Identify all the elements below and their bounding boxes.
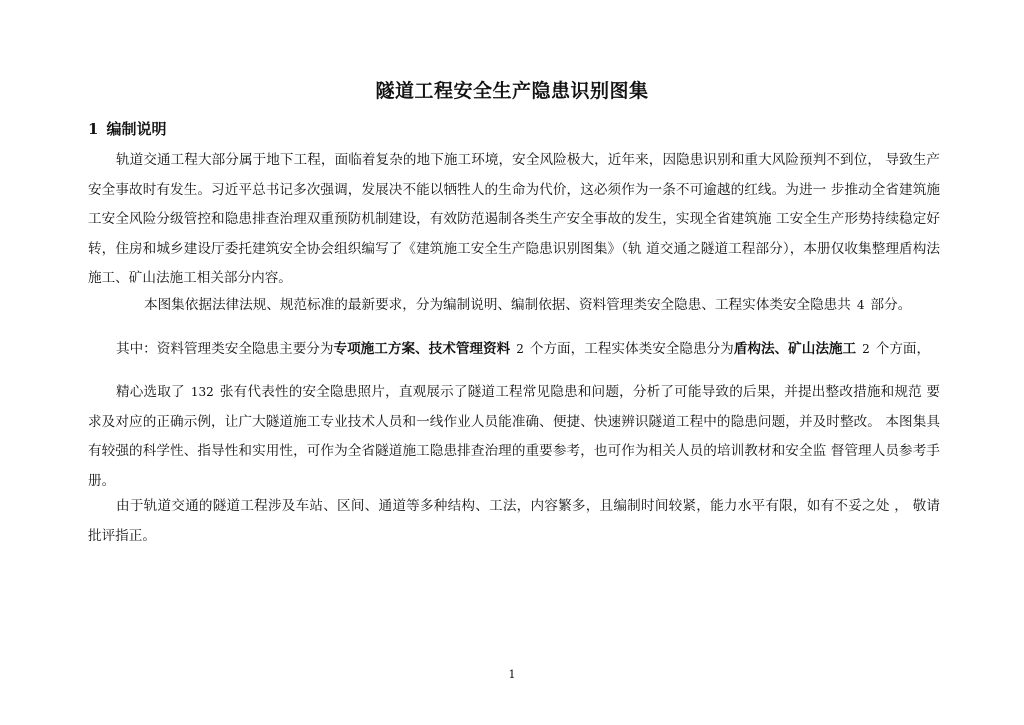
scope-text-b: 部分。 xyxy=(870,297,912,313)
categories-text-b: 个方面，工程实体类安全隐患分为 xyxy=(529,341,734,357)
paragraph-categories xyxy=(88,340,940,358)
section-number: 1 xyxy=(88,120,99,138)
categories-count-a: 2 xyxy=(516,342,524,356)
photos-count: 132 xyxy=(190,385,214,399)
categories-text-c: 个方面， xyxy=(875,341,931,357)
scope-text-a: 本图集依据法律法规、规范标准的最新要求，分为编制说明、编制依据、资料管理类安全隐患、工程实体类安全隐患共 xyxy=(144,297,851,313)
photos-text-b: 张有代表性的安全隐患照片，直观展示了隧道工程常见隐患和问题，分析了可能导致的后果，并提出整改措施和规范 要求及对应的正确示例，让广大隧道施工专业技术人员和一线作业人员能准确、便捷、快速辨识隧道工程中的隐患问题，并及时整改。 本图集具有较强的科学性、指导性和实用性，可作为全省隧道施工隐患排查治理的重要参考，也可作为相关人员的培训教材和安全监 督管理人员参考手册。 xyxy=(88,384,940,489)
photos-text-a: 精心选取了 xyxy=(116,384,185,400)
categories-bold-a: 专项施工方案、技术管理资料 xyxy=(333,341,511,357)
categories-count-b: 2 xyxy=(862,342,870,356)
section-heading-text: 编制说明 xyxy=(106,120,167,138)
categories-bold-b: 盾构法、矿山法施工 xyxy=(733,341,857,357)
page-number: 1 xyxy=(508,668,516,681)
paragraph-photos xyxy=(88,378,940,496)
scope-count: 4 xyxy=(856,298,865,312)
paragraph-closing: 由于轨道交通的隧道工程涉及车站、区间、通道等多种结构、工法，内容繁多，且编制时间较紧，能力水平有限，如有不妥之处 ， 敬请批评指正。 xyxy=(88,498,940,544)
section-heading xyxy=(88,118,166,139)
paragraph-intro: 轨道交通工程大部分属于地下工程，面临着复杂的地下施工环境，安全风险极大，近年来，因隐患识别和重大风险预判不到位， 导致生产安全事故时有发生。习近平总书记多次强调，发展决不能以牺牲人的生命为代价，这必须作为一条不可逾越的红线。为进一 步推动全省建筑施工安全风险分级管控和隐患排查治理双重预防机制建设，有效防范遏制各类生产安全事故的发生，实现全省建筑施 工安全生产形势持续稳定好转，住房和城乡建设厅委托建筑安全协会组织编写了《建筑施工安全生产隐患识别图集》（轨 道交通之隧道工程部分），本册仅收集整理盾构法施工、矿山法施工相关部分内容。 xyxy=(88,152,940,286)
document-title: 隧道工程安全生产隐患识别图集 xyxy=(375,80,649,102)
paragraph-scope xyxy=(88,296,940,314)
categories-text-a: 其中：资料管理类安全隐患主要分为 xyxy=(116,341,334,357)
